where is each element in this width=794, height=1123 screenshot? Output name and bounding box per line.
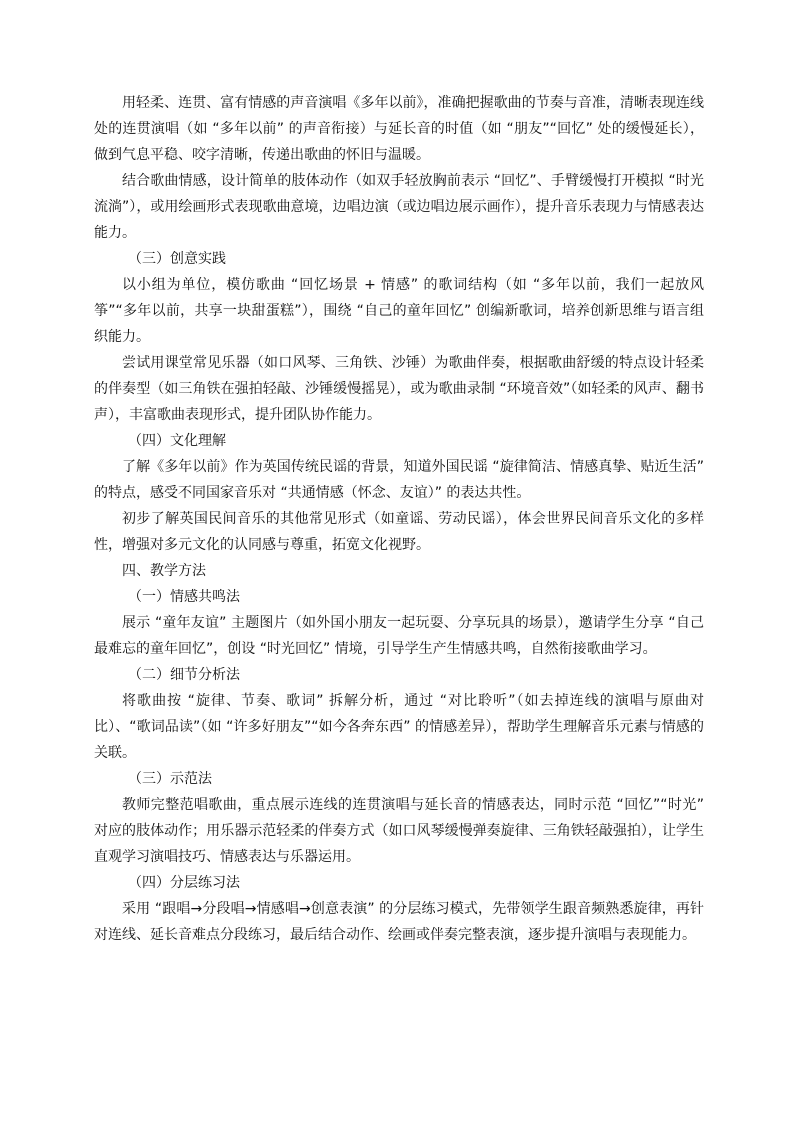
section-heading-creative-practice: （三）创意实践: [128, 251, 226, 267]
paragraph-lyric-creation: 以小组为单位，模仿歌曲 “回忆场景 + 情感” 的歌词结构（如 “多年以前，我们一起放风筝”“多年以前，共享一块甜蛋糕”），围绕 “自己的童年回忆” 创编新歌词，培养创新思维与语言组织能力。: [94, 277, 704, 345]
method-heading-detail-analysis: （二）细节分析法: [128, 667, 240, 683]
method-heading-demonstration: （三）示范法: [128, 771, 212, 787]
paragraph-singing-goal: 用轻柔、连贯、富有情感的声音演唱《多年以前》，准确把握歌曲的节奏与音准，清晰表现连线处的连贯演唱（如 “多年以前” 的声音衔接）与延长音的时值（如 “朋友”“回忆” 处的缓慢延长），做到气息平稳、咬字清晰，传递出歌曲的怀旧与温暖。: [94, 95, 704, 163]
paragraph-folk-background: 了解《多年以前》作为英国传统民谣的背景，知道外国民谣 “旋律简洁、情感真挚、贴近生活” 的特点，感受不同国家音乐对 “共通情感（怀念、友谊）” 的表达共性。: [94, 459, 704, 501]
section-heading-teaching-methods: 四、教学方法: [122, 563, 206, 579]
paragraph-movement-goal: 结合歌曲情感，设计简单的肢体动作（如双手轻放胸前表示 “回忆”、手臂缓慢打开模拟 “时光流淌”），或用绘画形式表现歌曲意境，边唱边演（或边唱边展示画作），提升音乐表现力与情感表达能力。: [94, 173, 704, 241]
paragraph-world-music: 初步了解英国民间音乐的其他常见形式（如童谣、劳动民谣），体会世界民间音乐文化的多样性，增强对多元文化的认同感与尊重，拓宽文化视野。: [94, 511, 704, 553]
section-heading-cultural-understanding: （四）文化理解: [128, 433, 226, 449]
paragraph-instrument-accompaniment: 尝试用课堂常见乐器（如口风琴、三角铁、沙锤）为歌曲伴奏，根据歌曲舒缓的特点设计轻柔的伴奏型（如三角铁在强拍轻敲、沙锤缓慢摇晃），或为歌曲录制 “环境音效”（如轻柔的风声、翻书声），丰富歌曲表现形式，提升团队协作能力。: [94, 355, 704, 423]
paragraph-layered-practice: 采用 “跟唱→分段唱→情感唱→创意表演” 的分层练习模式，先带领学生跟音频熟悉旋律，再针对连线、延长音难点分段练习，最后结合动作、绘画或伴奏完整表演，逐步提升演唱与表现能力。: [94, 901, 704, 943]
paragraph-demonstration: 教师完整范唱歌曲，重点展示连线的连贯演唱与延长音的情感表达，同时示范 “回忆”“时光” 对应的肢体动作；用乐器示范轻柔的伴奏方式（如口风琴缓慢弹奏旋律、三角铁轻敲强拍），让学生直观学习演唱技巧、情感表达与乐器运用。: [94, 797, 704, 865]
method-heading-emotional-resonance: （一）情感共鸣法: [128, 589, 240, 605]
document-body: [94, 90, 704, 948]
paragraph-emotional-resonance: 展示 “童年友谊” 主题图片（如外国小朋友一起玩耍、分享玩具的场景），邀请学生分享 “自己最难忘的童年回忆”，创设 “时光回忆” 情境，引导学生产生情感共鸣，自然衔接歌曲学习。: [94, 615, 704, 657]
method-heading-layered-practice: （四）分层练习法: [128, 875, 240, 891]
paragraph-detail-analysis: 将歌曲按 “旋律、节奏、歌词” 拆解分析，通过 “对比聆听”（如去掉连线的演唱与原曲对比）、“歌词品读”（如 “许多好朋友”“如今各奔东西” 的情感差异），帮助学生理解音乐元素与情感的关联。: [94, 693, 704, 761]
